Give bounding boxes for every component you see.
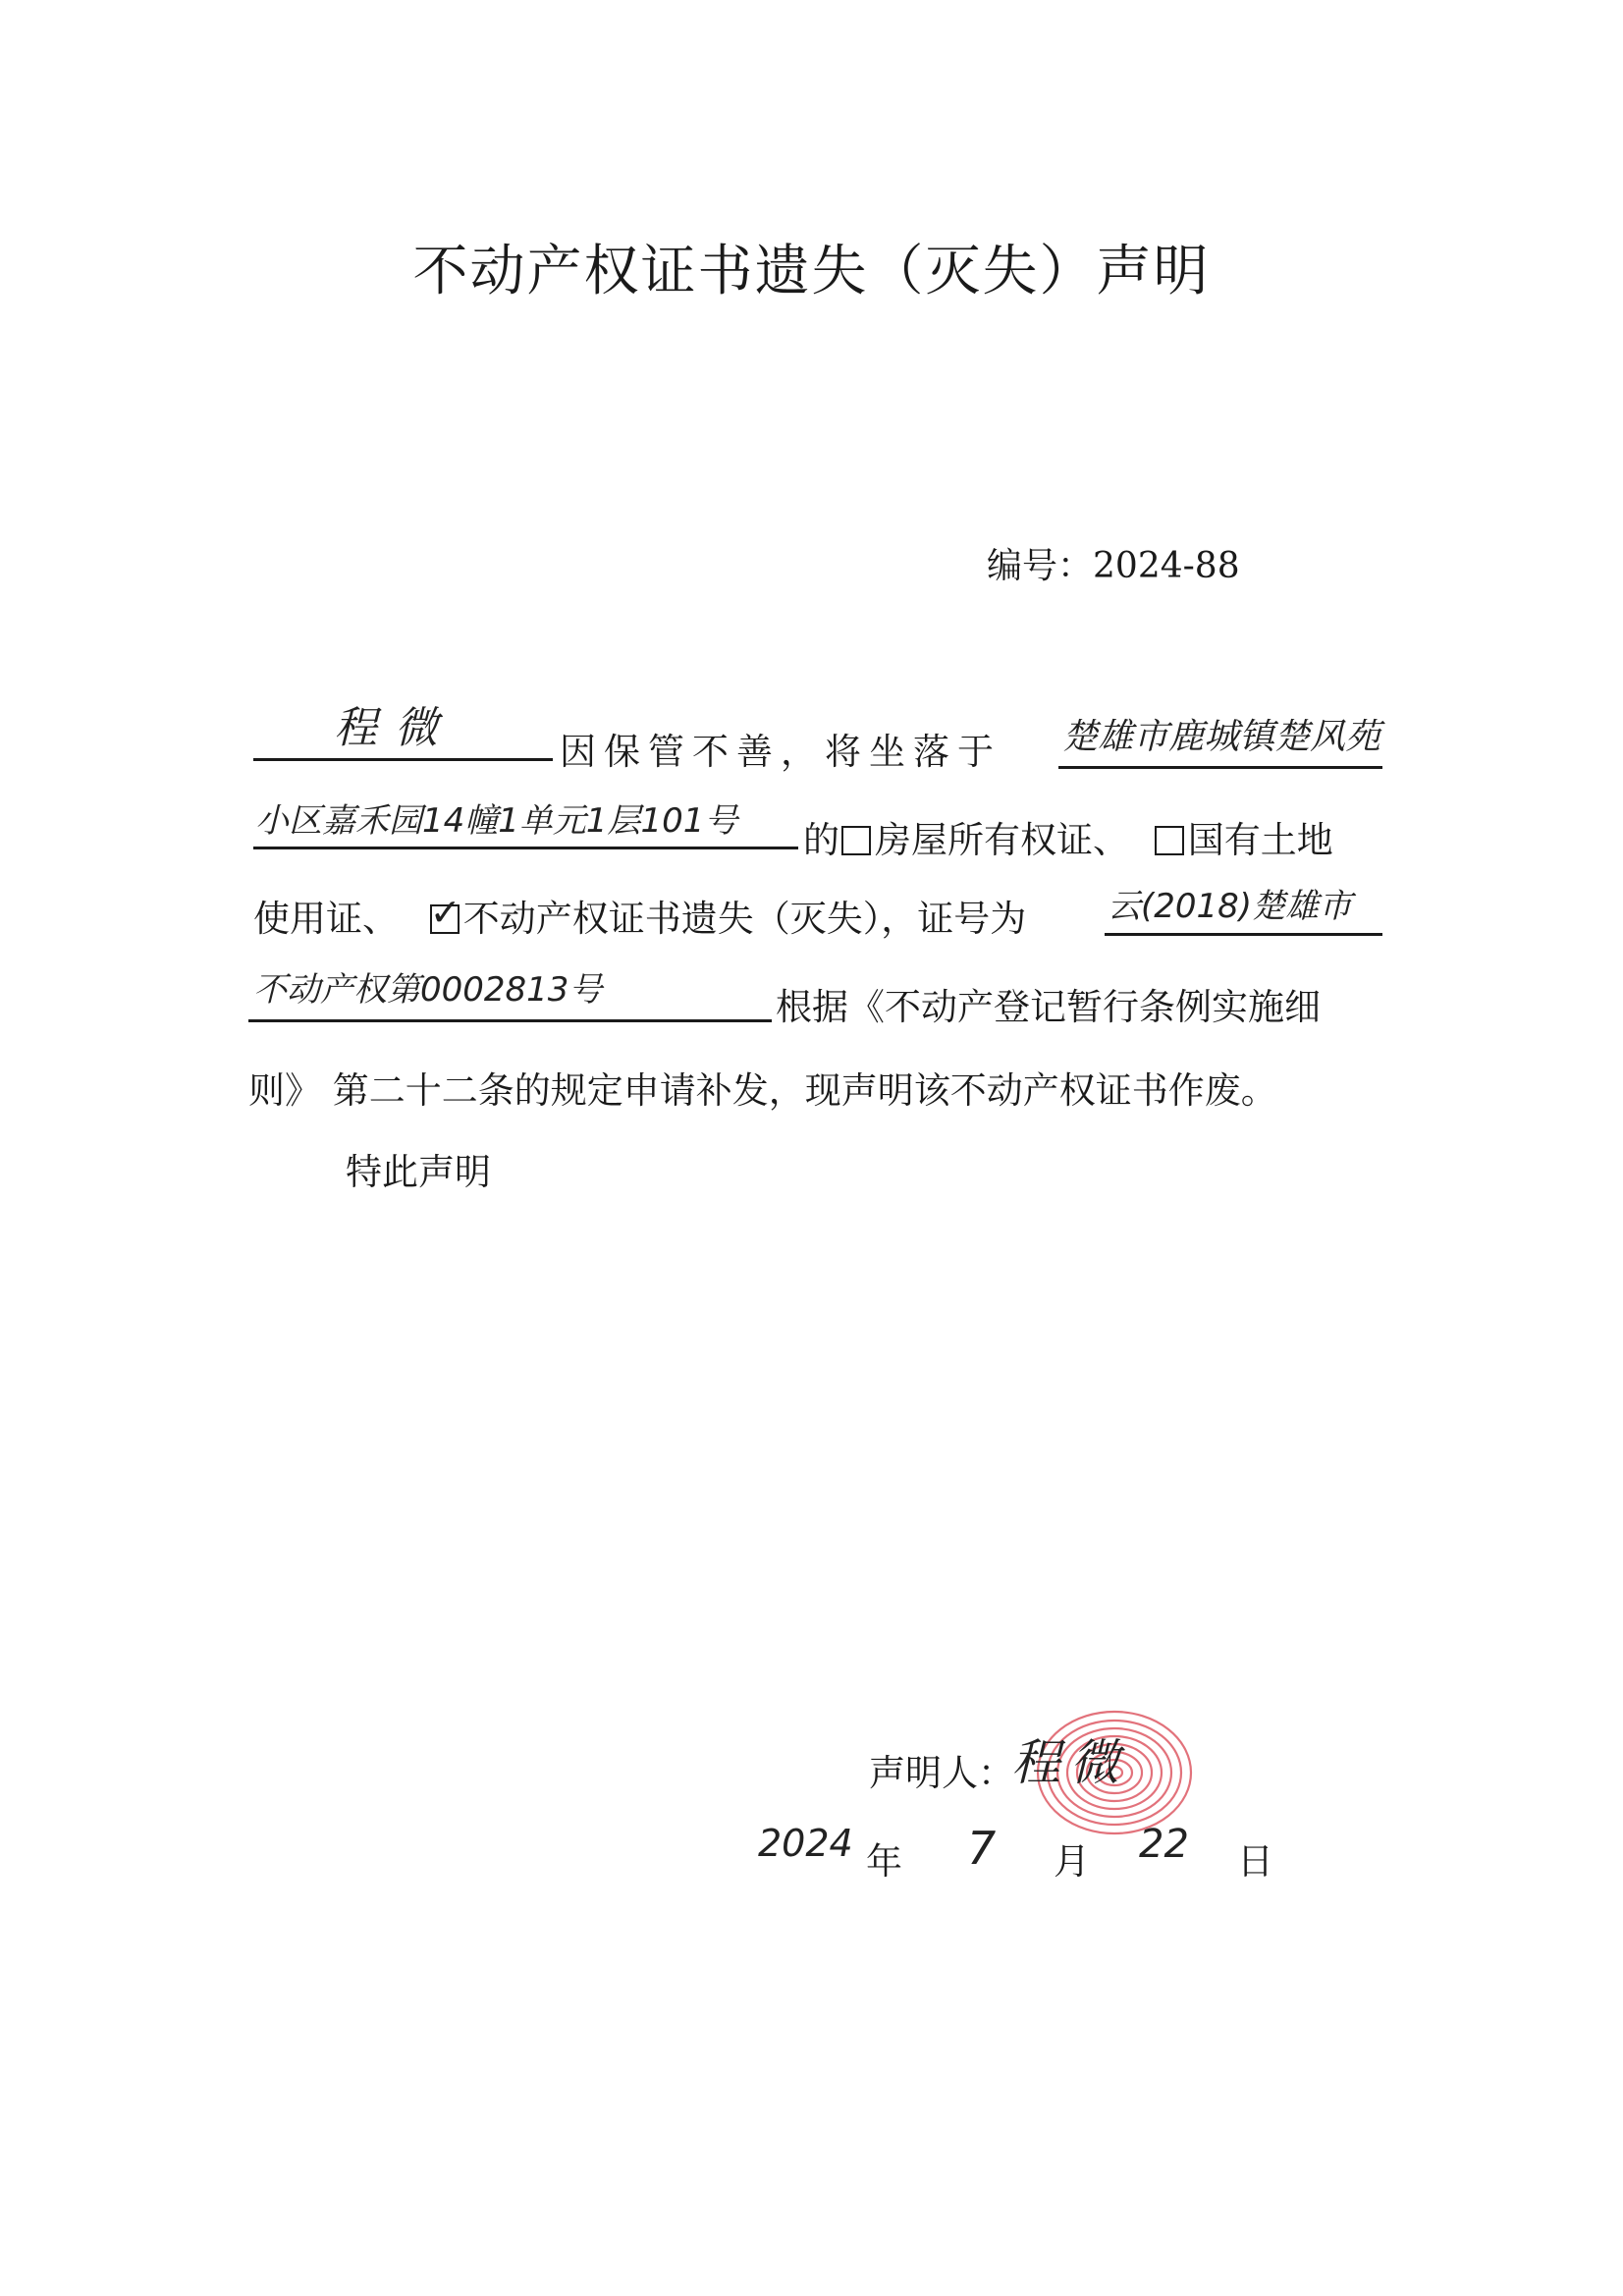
date-month-handwritten: 7 (967, 1822, 997, 1875)
date-year-handwritten: 2024 (758, 1822, 853, 1865)
options-line-2 (253, 889, 1026, 942)
estate-certificate-checkbox[interactable] (429, 891, 461, 934)
address-handwritten-2: 小区嘉禾园14幢1单元1层101号 (255, 801, 738, 841)
address-handwritten-1: 楚雄市鹿城镇楚风苑 (1062, 717, 1381, 757)
land-use-checkbox[interactable] (1155, 826, 1184, 855)
date-month-label: 月 (1054, 1840, 1090, 1883)
cert-no-handwritten-1: 云(2018)楚雄市 (1108, 887, 1353, 926)
text-after-name: 因保管不善，将坐落于 (560, 731, 1001, 773)
options-line-1 (803, 810, 1333, 863)
serial-label: 编号： (987, 546, 1094, 586)
applicant-name-handwritten: 程微 (334, 703, 456, 753)
cert-no-handwritten-2: 不动产权第0002813号 (253, 970, 603, 1010)
checkmark-icon: ✓ (429, 891, 461, 934)
document-title: 不动产权证书遗失（灭失）声明 (412, 240, 1211, 303)
declarant-signature-handwritten: 程微 (1011, 1734, 1129, 1791)
special-statement: 特此声明 (346, 1151, 491, 1193)
date-year-label: 年 (866, 1840, 902, 1883)
basis-text-1: 根据《不动产登记暂行条例实施细 (776, 986, 1321, 1028)
basis-text-2: 则》 第二十二条的规定申请补发，现声明该不动产权证书作废。 (248, 1069, 1277, 1112)
declarant-label: 声明人： (869, 1752, 1014, 1794)
date-day-label: 日 (1237, 1840, 1273, 1883)
serial-value: 2024-88 (1093, 546, 1240, 586)
land-use-label-2: 使用证、 (253, 898, 399, 940)
house-ownership-checkbox[interactable] (841, 826, 871, 855)
date-day-handwritten: 22 (1139, 1822, 1189, 1867)
text-de: 的 (803, 819, 839, 861)
estate-certificate-label: 不动产权证书遗失（灭失），证号为 (462, 898, 1027, 940)
serial-number (987, 538, 1240, 588)
house-ownership-label: 房屋所有权证、 (875, 819, 1129, 861)
land-use-label-1: 国有土地 (1187, 819, 1333, 861)
